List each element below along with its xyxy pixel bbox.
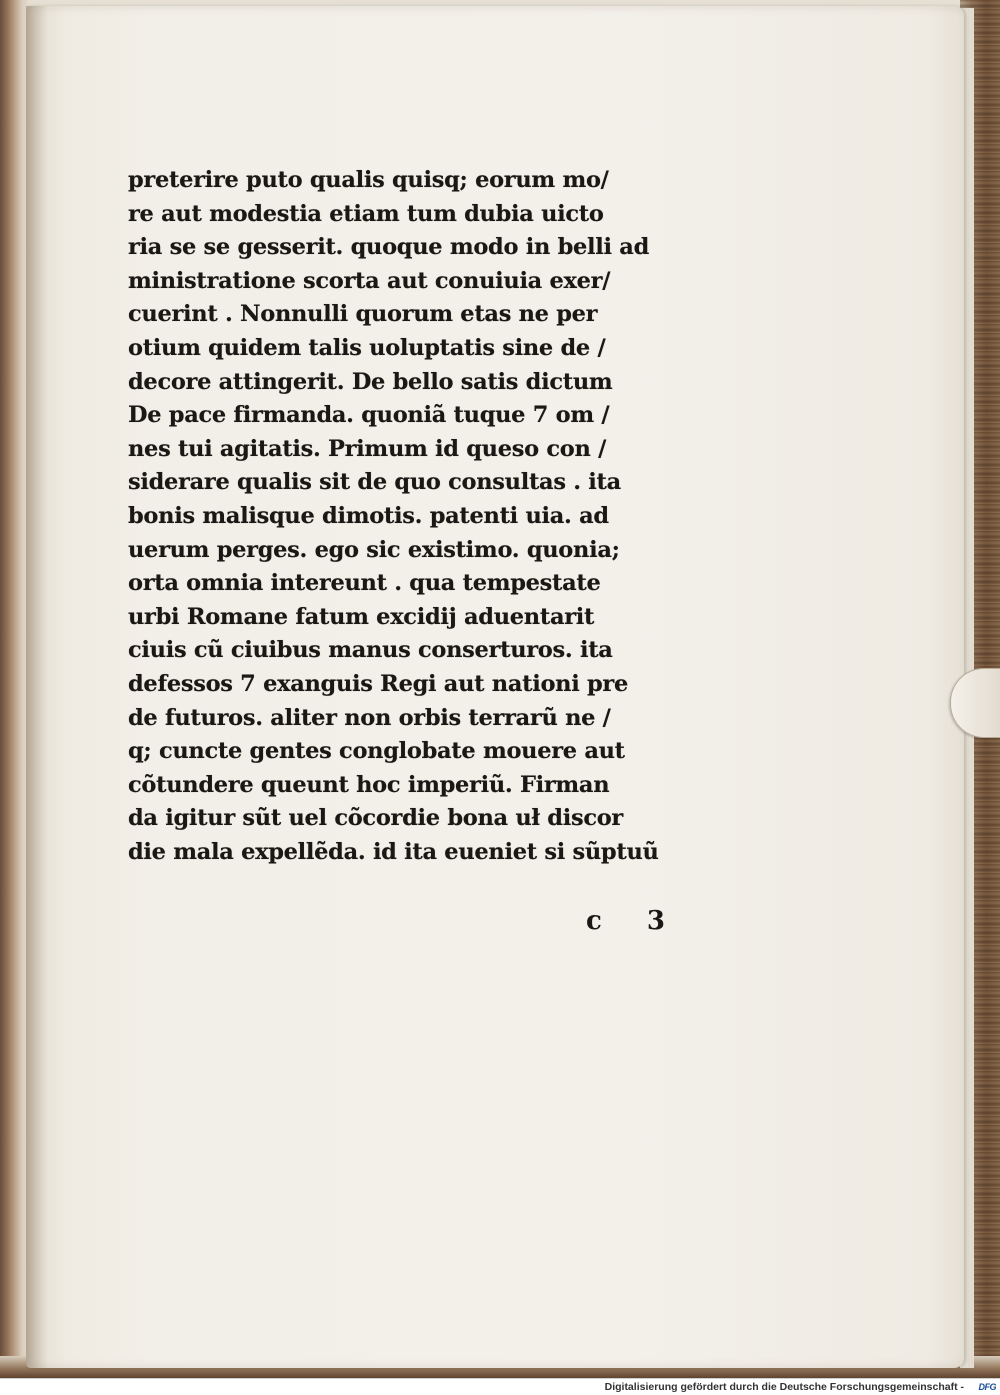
text-line: ria se se gesserit. quoque modo in belli ad (128, 234, 650, 261)
text-block (128, 164, 668, 869)
signature-mark: c 3 (586, 906, 683, 936)
footer-bar (0, 1378, 1000, 1395)
text-line: cõtundere queunt hoc imperiũ. Firman (128, 771, 610, 798)
text-line: preterire puto qualis quisq; eorum mo/ (128, 167, 609, 193)
text-line: decore attingerit. De bello satis dictum (128, 368, 613, 395)
text-line: ciuis cũ ciuibus manus conserturos. ita (128, 637, 613, 664)
gutter-shadow (26, 6, 48, 1368)
text-line: da igitur sũt uel cõcordie bona uł discor (128, 805, 623, 832)
footer-credit: Digitalisierung gefördert durch die Deutsche Forschungsgemeinschaft - (604, 1381, 964, 1393)
text-line: urbi Romane fatum excidij aduentarit (128, 603, 595, 630)
text-line: siderare qualis sit de quo consultas . ita (128, 469, 621, 496)
text-line: orta omnia intereunt . qua tempestate (128, 570, 601, 597)
show-through-shadow (128, 836, 668, 862)
text-line: defessos 7 exanguis Regi aut nationi pre (128, 670, 628, 697)
text-line: nes tui agitatis. Primum id queso con / (128, 435, 606, 462)
text-line: de futuros. aliter non orbis terrarũ ne / (128, 704, 611, 731)
text-line: cuerint . Nonnulli quorum etas ne per (128, 301, 598, 328)
text-line: re aut modestia etiam tum dubia uicto (128, 200, 604, 227)
text-line: q; cuncte gentes conglobate mouere aut (128, 738, 625, 765)
text-line: uerum perges. ego sic existimo. quonia; (128, 536, 620, 563)
text-line: De pace firmanda. quoniã tuque 7 om / (128, 402, 610, 429)
text-line: bonis malisque dimotis. patenti uia. ad (128, 502, 609, 529)
text-line: otium quidem talis uoluptatis sine de / (128, 334, 606, 361)
text-line: ministratione scorta aut conuiuia exer/ (128, 267, 611, 294)
text-line: die mala expellẽda. id ita eueniet si sũptuũ (128, 838, 659, 865)
dfg-logo: DFG (978, 1382, 996, 1392)
